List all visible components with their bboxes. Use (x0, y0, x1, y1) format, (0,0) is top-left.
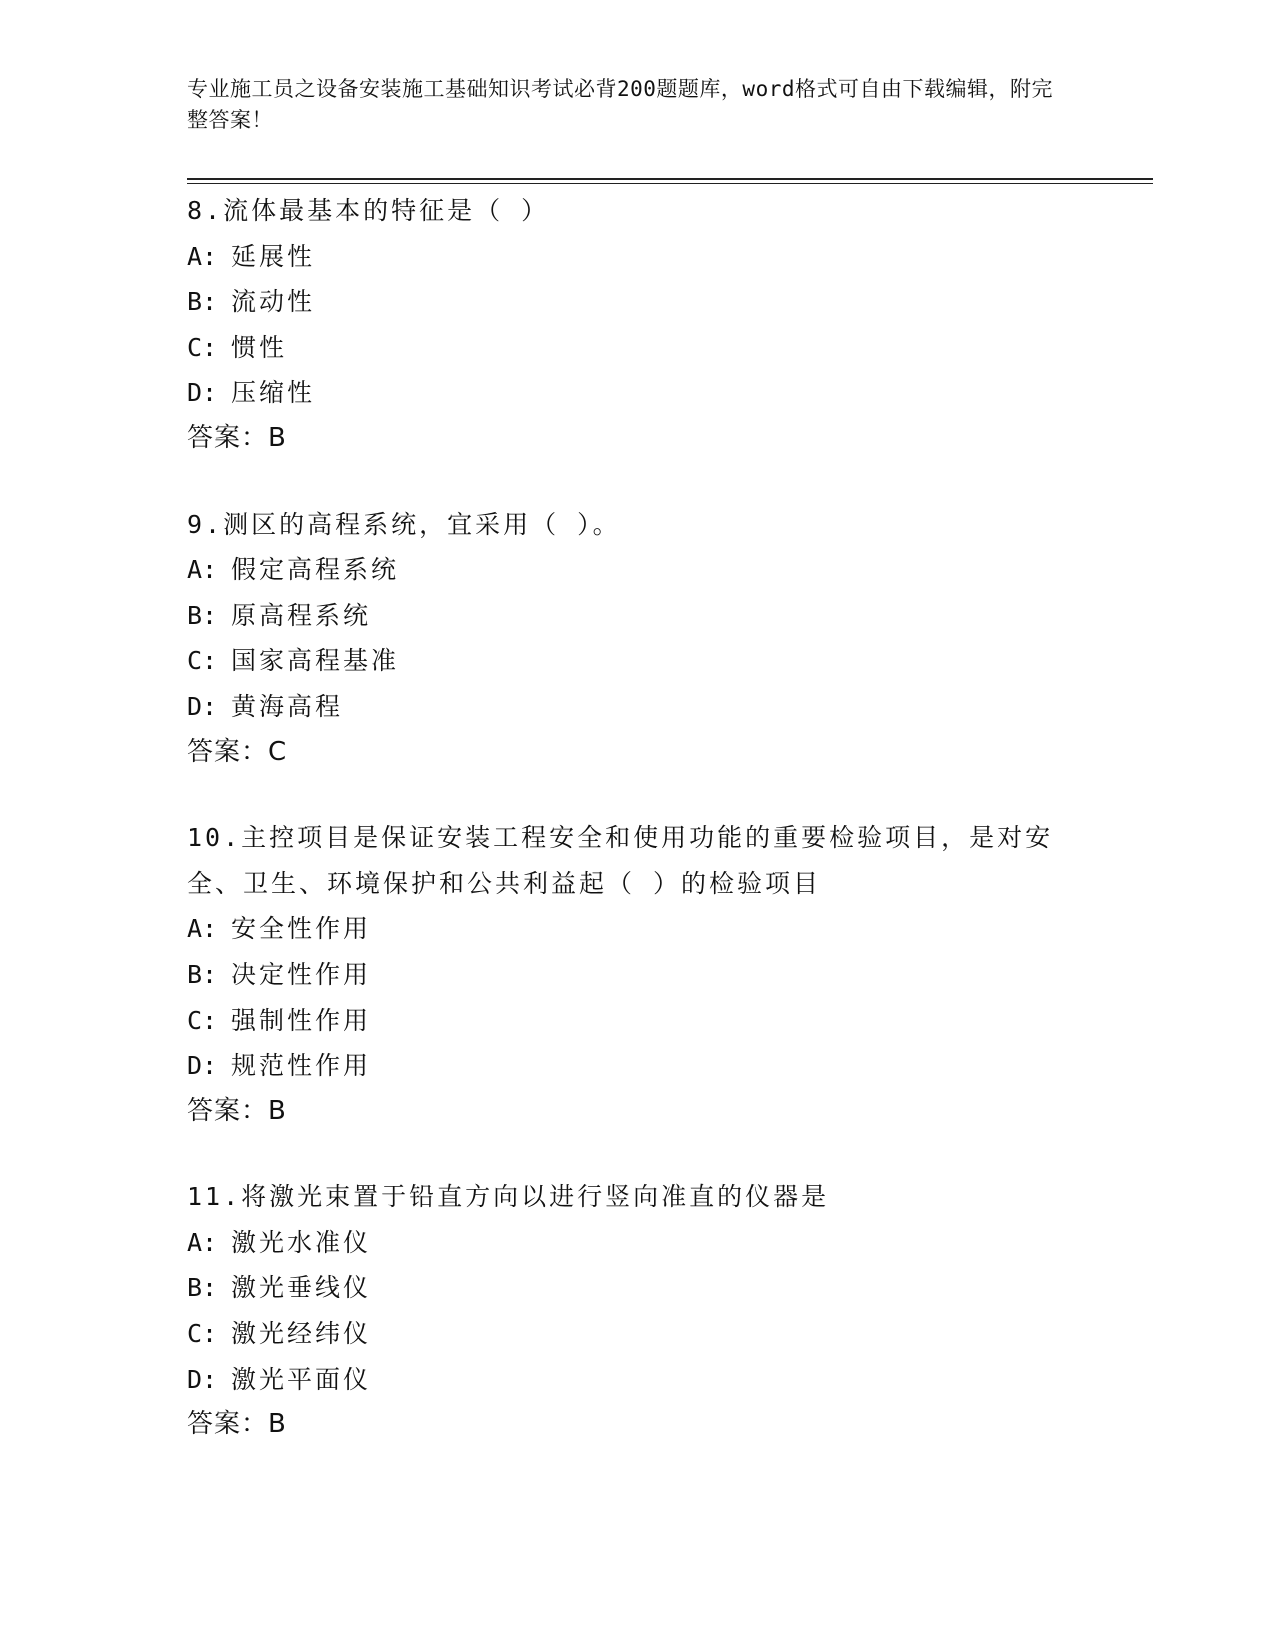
answer-line: 答案：B (187, 1095, 287, 1126)
option-a (187, 906, 1087, 952)
option-d (187, 1043, 1087, 1089)
question-stem: 11.将激光束置于铅直方向以进行竖向准直的仪器是 (187, 1182, 830, 1212)
option-text: 激光垂线仪 (231, 1273, 372, 1303)
option-label: C: (187, 1319, 218, 1349)
question-item (187, 188, 1087, 462)
option-label: B: (187, 287, 218, 317)
option-c (187, 638, 1087, 684)
option-text: 激光经纬仪 (231, 1319, 372, 1349)
answer-line: 答案：B (187, 1409, 287, 1440)
option-b (187, 279, 1087, 325)
option-a (187, 1220, 1087, 1266)
option-label: B: (187, 600, 218, 630)
option-text: 原高程系统 (231, 600, 372, 630)
option-label: B: (187, 959, 218, 989)
question-item (187, 1174, 1087, 1448)
option-label: D: (187, 1364, 218, 1394)
option-text: 强制性作用 (231, 1005, 372, 1035)
option-b (187, 1265, 1087, 1311)
option-a (187, 547, 1087, 593)
option-label: B: (187, 1273, 218, 1303)
option-label: A: (187, 241, 218, 271)
option-d (187, 370, 1087, 416)
option-label: A: (187, 555, 218, 585)
option-text: 决定性作用 (231, 959, 372, 989)
option-text: 流动性 (231, 287, 316, 317)
option-c (187, 998, 1087, 1044)
header-divider-thin (187, 183, 1153, 184)
option-label: D: (187, 691, 218, 721)
option-c (187, 1311, 1087, 1357)
option-label: C: (187, 646, 218, 676)
option-label: A: (187, 1227, 218, 1257)
option-a (187, 234, 1087, 280)
question-stem: 10.主控项目是保证安装工程安全和使用功能的重要检验项目，是对安全、卫生、环境保护和公共利益起（ ）的检验项目 (187, 823, 1054, 898)
option-text: 规范性作用 (231, 1051, 372, 1081)
answer-line: 答案：C (187, 736, 288, 767)
option-text: 激光水准仪 (231, 1227, 372, 1257)
option-b (187, 593, 1087, 639)
option-text: 压缩性 (231, 378, 316, 408)
option-text: 惯性 (231, 332, 288, 362)
option-b (187, 952, 1087, 998)
option-text: 黄海高程 (231, 691, 344, 721)
answer-line: 答案：B (187, 422, 287, 453)
option-text: 国家高程基准 (231, 646, 400, 676)
question-item (187, 815, 1087, 1134)
option-label: D: (187, 378, 218, 408)
option-label: C: (187, 332, 218, 362)
header-divider-thick (187, 178, 1153, 180)
option-text: 假定高程系统 (231, 555, 400, 585)
option-c (187, 325, 1087, 371)
option-text: 延展性 (231, 241, 316, 271)
option-d (187, 1357, 1087, 1403)
option-label: C: (187, 1005, 218, 1035)
question-stem: 9.测区的高程系统，宜采用（ ）。 (187, 509, 621, 539)
question-item (187, 502, 1087, 776)
option-text: 安全性作用 (231, 914, 372, 944)
option-text: 激光平面仪 (231, 1364, 372, 1394)
option-label: A: (187, 914, 218, 944)
question-list (187, 188, 1087, 1448)
document-header: 专业施工员之设备安装施工基础知识考试必背200题题库，word格式可自由下载编辑，附完整答案！ (187, 77, 1053, 132)
option-label: D: (187, 1051, 218, 1081)
option-d (187, 684, 1087, 730)
question-stem: 8.流体最基本的特征是（ ） (187, 196, 550, 225)
